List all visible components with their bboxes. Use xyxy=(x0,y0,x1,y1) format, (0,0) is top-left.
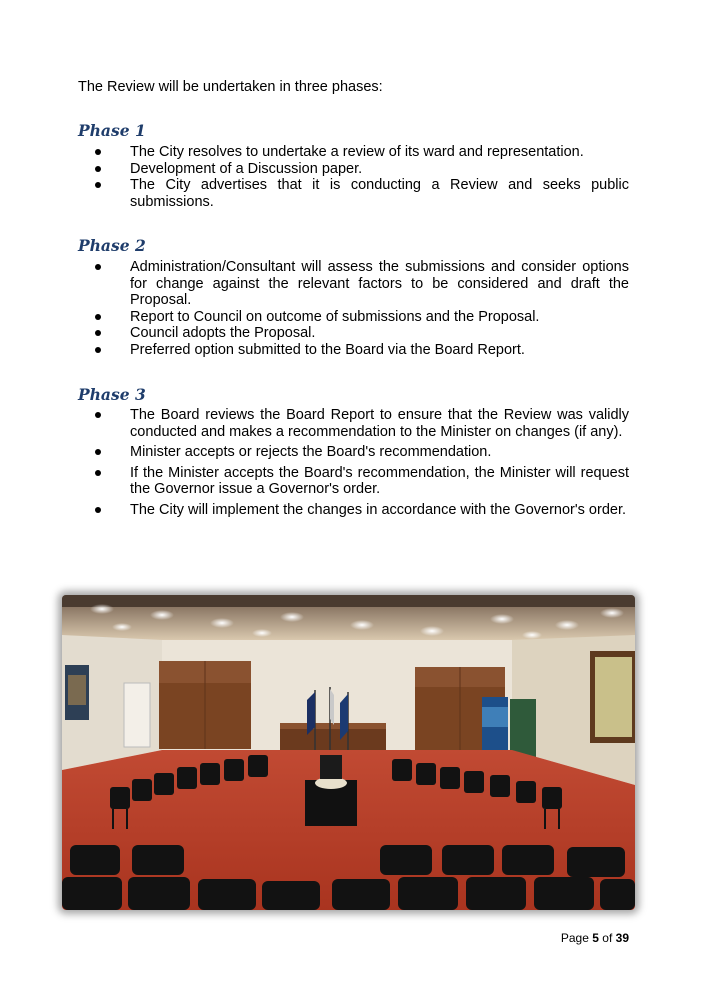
bullet-icon xyxy=(95,182,101,188)
bullet-icon xyxy=(95,330,101,336)
list-item: The City resolves to undertake a review of its ward and representation. xyxy=(78,144,629,161)
door xyxy=(124,683,150,747)
bullet-icon xyxy=(95,314,101,320)
intro-text: The Review will be undertaken in three phases: xyxy=(78,79,383,95)
list-item: Administration/Consultant will assess the submissions and consider options for change against the relevant factors to be considered and draft the Proposal. xyxy=(78,259,629,309)
phase-2-list xyxy=(78,259,629,359)
list-item: The City will implement the changes in accordance with the Governor's order. xyxy=(78,502,629,519)
bullet-icon xyxy=(95,264,101,270)
bullet-icon xyxy=(95,149,101,155)
page-number: Page 5 of 39 xyxy=(560,931,629,945)
list-item: If the Minister accepts the Board's recommendation, the Minister will request the Governor issue a Governor's order. xyxy=(78,465,629,498)
bullet-icon xyxy=(95,449,101,455)
phase-3-list xyxy=(78,407,629,523)
list-item: Council adopts the Proposal. xyxy=(78,325,629,342)
phase-1-heading: Phase 1 xyxy=(78,121,146,140)
banner-stand xyxy=(482,697,508,759)
council-chamber-photo xyxy=(62,595,635,910)
phase-2-heading: Phase 2 xyxy=(78,236,146,255)
list-item: The City advertises that it is conducting a Review and seeks public submissions. xyxy=(78,177,629,210)
council-chamber-illustration xyxy=(62,595,635,910)
bullet-icon xyxy=(95,166,101,172)
list-item: Report to Council on outcome of submissions and the Proposal. xyxy=(78,309,629,326)
list-item: Minister accepts or rejects the Board's recommendation. xyxy=(78,444,629,461)
bullet-icon xyxy=(95,507,101,513)
list-item: The Board reviews the Board Report to ensure that the Review was validly conducted and makes a recommendation to the Minister on changes (if any). xyxy=(78,407,629,440)
phase-1-list xyxy=(78,144,629,210)
phase-3-heading: Phase 3 xyxy=(78,385,146,404)
bullet-icon xyxy=(95,470,101,476)
bullet-icon xyxy=(95,412,101,418)
ceiling-beam xyxy=(62,595,635,607)
bullet-icon xyxy=(95,347,101,353)
list-item: Preferred option submitted to the Board via the Board Report. xyxy=(78,342,629,359)
list-item: Development of a Discussion paper. xyxy=(78,161,629,178)
